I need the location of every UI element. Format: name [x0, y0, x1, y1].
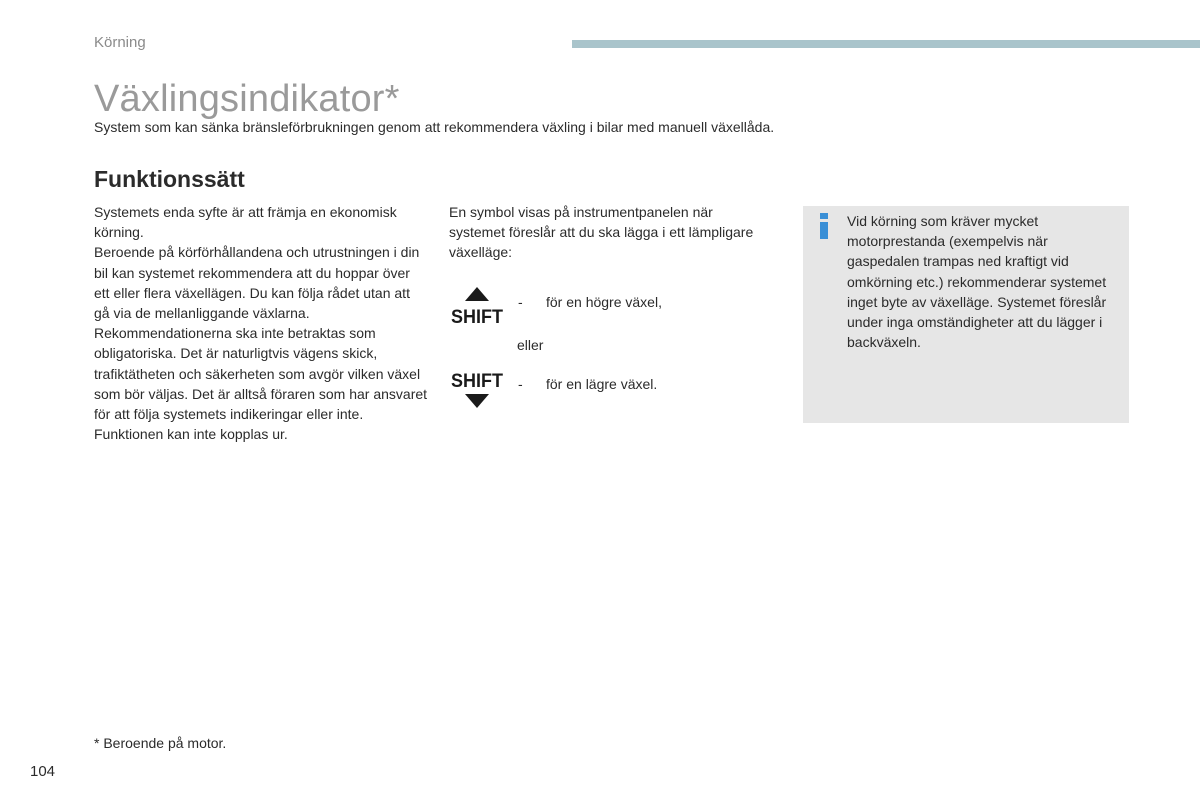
shift-label: SHIFT: [451, 370, 503, 393]
section-label: Körning: [94, 34, 146, 51]
column-1-paragraph: Beroende på körförhållandena och utrustningen i din bil kan systemet rekommendera att du hoppar över ett eller flera växellägen. Du kan följa rådet utan att gå via de mellanliggande växlarna.: [94, 244, 420, 322]
arrow-up-icon: [465, 287, 489, 301]
option-lower-gear: för en lägre växel.: [546, 376, 658, 392]
page-title: Växlingsindikator*: [94, 78, 400, 120]
page-number: 104: [30, 763, 56, 780]
column-2-intro: En symbol visas på instrumentpanelen när systemet föreslår att du ska lägga i ett lämpligare växelläge:: [449, 204, 754, 261]
option-dash: -: [518, 376, 523, 392]
section-heading: Funktionssätt: [94, 166, 245, 192]
info-icon: [818, 213, 830, 239]
shift-down-icon: [451, 370, 503, 416]
footnote: * Beroende på motor.: [94, 735, 227, 751]
option-higher-gear: för en högre växel,: [546, 294, 662, 310]
arrow-down-icon: [465, 394, 489, 408]
column-1: [94, 202, 429, 444]
info-box-text: Vid körning som kräver mycket motorprestanda (exempelvis när gaspedalen trampas ned kraftigt vid omkörning etc.) rekommenderar systemet inget byte av växelläge. Systemet föreslår under inga omständigheter att du lägger i backväxeln.: [847, 213, 1107, 351]
option-dash: -: [518, 294, 523, 310]
column-1-paragraph: Rekommendationerna ska inte betraktas som obligatoriska. Det är naturligtvis vägens skick, trafiktätheten och säkerheten som avgör vilken växel som bör väljas. Det är alltså föraren som har ansvaret för att följa systemets indikeringar eller inte.: [94, 325, 428, 423]
shift-label: SHIFT: [451, 306, 503, 329]
intro-text: System som kan sänka bränsleförbrukningen genom att rekommendera växling i bilar med manuell växellåda.: [94, 119, 775, 135]
header-bar: [572, 40, 1200, 48]
column-1-paragraph: Funktionen kan inte kopplas ur.: [94, 426, 288, 443]
shift-up-icon: [451, 285, 503, 331]
option-separator: eller: [517, 337, 544, 353]
column-1-paragraph: Systemets enda syfte är att främja en ekonomisk körning.: [94, 204, 397, 241]
